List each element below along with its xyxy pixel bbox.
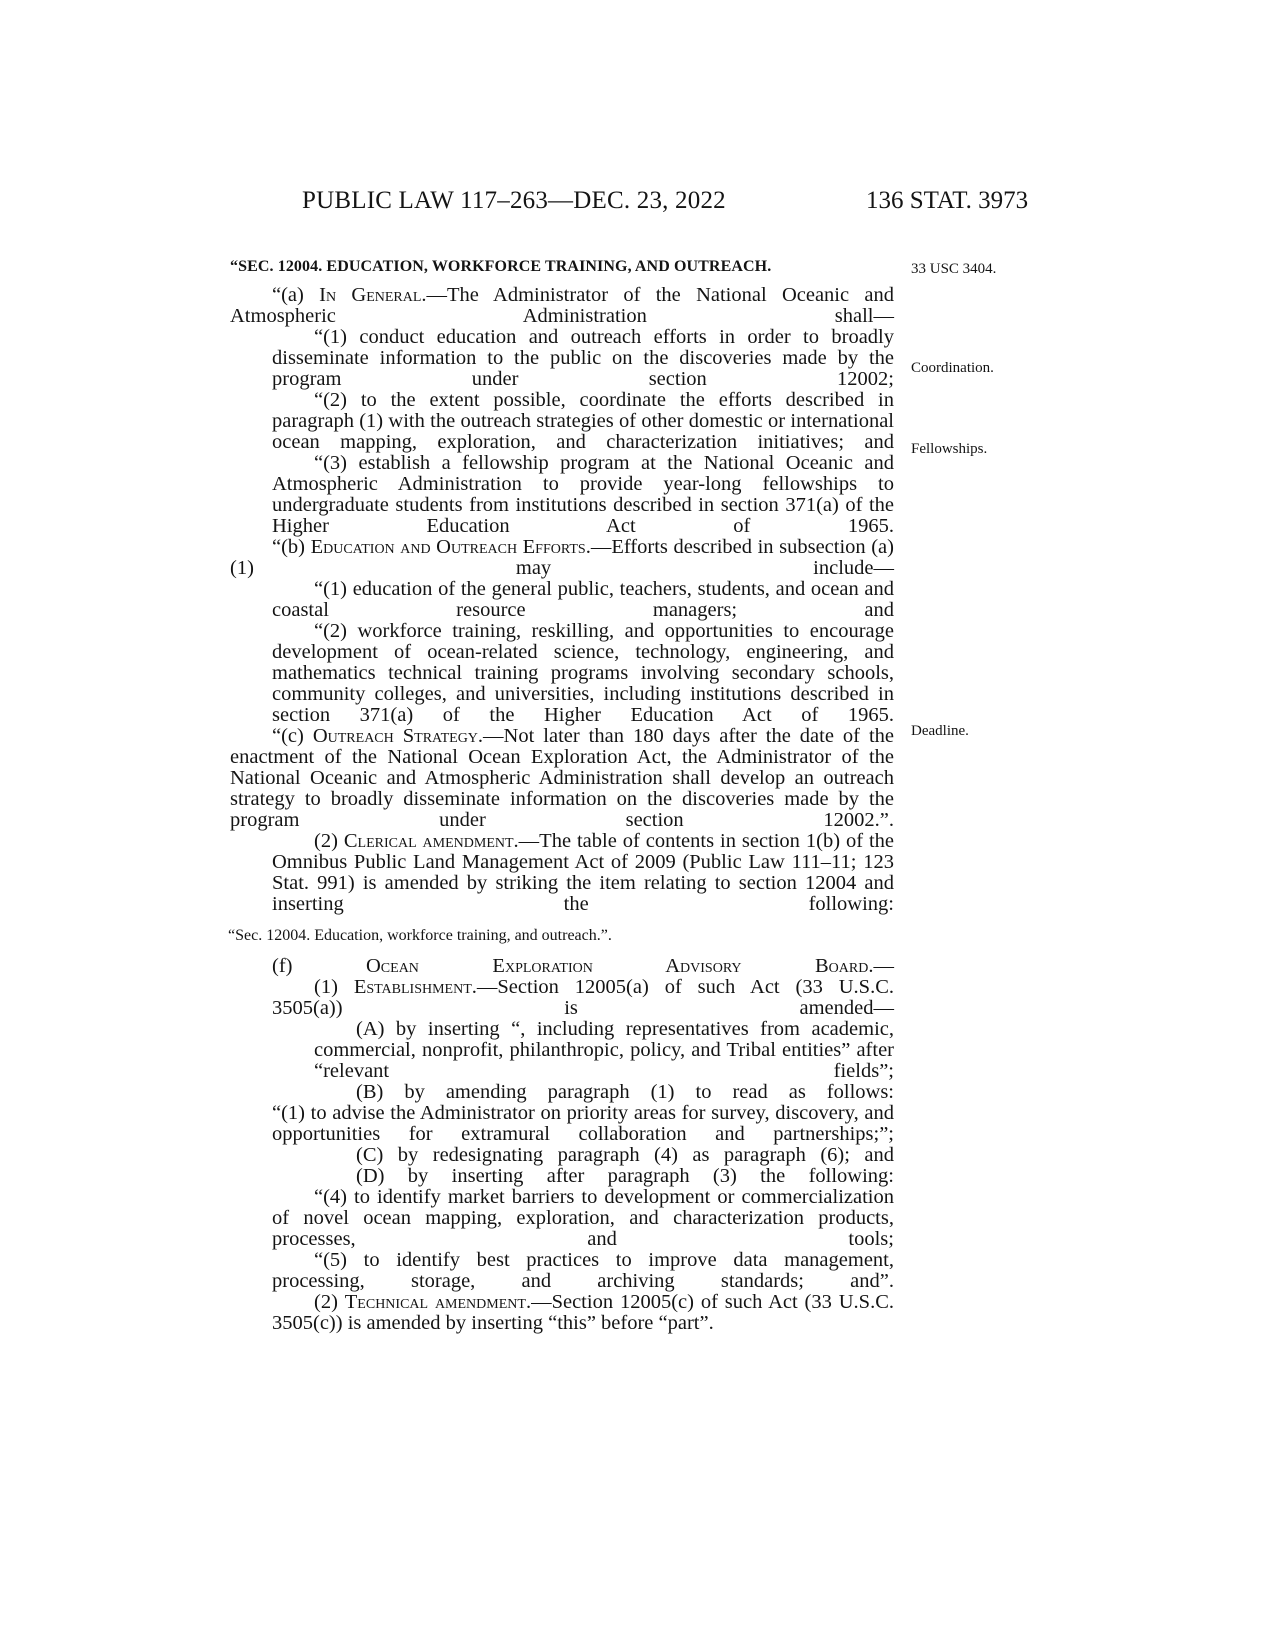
paragraph-f2: (2) Technical amendment.—Section 12005(c) of such Act (33 U.S.C. 3505(c)) is amended by inserting “this” before “part”. [272, 1291, 894, 1334]
margin-note-fellowships: Fellowships. [911, 441, 988, 457]
subparagraph-fC: (C) by redesignating paragraph (4) as paragraph (6); and [356, 1144, 894, 1166]
subparagraph-fB: (B) by amending paragraph (1) to read as follows: [356, 1081, 894, 1103]
section-heading: “SEC. 12004. EDUCATION, WORKFORCE TRAINING, AND OUTREACH. [230, 258, 772, 275]
margin-note-coordination: Coordination. [911, 360, 994, 376]
paragraph-b2: “(2) workforce training, reskilling, and opportunities to encourage development of ocean-related science, technology, engineering, and mathematics technical training programs involving secondary schools, community colleges, and universities, including institutions described in section 371(a) of the Higher Education Act of 1965. [272, 620, 894, 726]
paragraph-f2-heading: Technical amendment [344, 1291, 526, 1313]
subparagraph-fD: (D) by inserting after paragraph (3) the following: [356, 1165, 894, 1187]
subsection-b-heading: Education and Outreach Efforts [310, 536, 586, 558]
paragraph-a3: “(3) establish a fellowship program at the National Oceanic and Atmospheric Administration to provide year-long fellowships to undergraduate students from institutions described in section 371(a) of the Higher Education Act of 1965. [272, 452, 894, 537]
subparagraph-fB-quote: “(1) to advise the Administrator on priority areas for survey, discovery, and opportunities for extramural collaboration and partnerships;”; [272, 1102, 894, 1145]
subsection-c-heading: Outreach Strategy [312, 725, 478, 747]
table-of-contents-item: “Sec. 12004. Education, workforce training, and outreach.”. [228, 927, 612, 944]
quoted-paragraph-5: “(5) to identify best practices to improve data management, processing, storage, and archiving standards; and”. [272, 1249, 894, 1292]
paragraph-f1-heading: Establishment [353, 976, 472, 998]
paragraph-f1: (1) Establishment.—Section 12005(a) of such Act (33 U.S.C. 3505(a)) is amended— [272, 976, 894, 1019]
subsection-a-heading: In General [319, 284, 422, 306]
paragraph-a1: “(1) conduct education and outreach efforts in order to broadly disseminate information to the public on the discoveries made by the program under section 12002; [272, 326, 894, 390]
margin-note-deadline: Deadline. [911, 723, 969, 739]
subparagraph-fA: (A) by inserting “, including representatives from academic, commercial, nonprofit, philanthropic, policy, and Tribal entities” after “relevant fields”; [314, 1018, 894, 1082]
clerical-amendment-heading: Clerical amendment [343, 830, 514, 852]
subsection-a: “(a) In General.—The Administrator of the National Oceanic and Atmospheric Administration shall— [230, 284, 894, 327]
margin-note-citation: 33 USC 3404. [911, 261, 997, 277]
running-head-title: PUBLIC LAW 117–263—DEC. 23, 2022 [302, 187, 726, 214]
paragraph-a2: “(2) to the extent possible, coordinate the efforts described in paragraph (1) with the outreach strategies of other domestic or international ocean mapping, exploration, and characterization initiatives; and [272, 389, 894, 453]
subsection-f: (f) Ocean Exploration Advisory Board.— [272, 955, 894, 977]
subsection-b: “(b) Education and Outreach Efforts.—Efforts described in subsection (a)(1) may include— [230, 536, 894, 579]
clerical-amendment: (2) Clerical amendment.—The table of contents in section 1(b) of the Omnibus Public Land Management Act of 2009 (Public Law 111–11; 123 Stat. 991) is amended by striking the item relating to section 12004 and inserting the following: [272, 830, 894, 915]
body-text [230, 256, 894, 1334]
subsection-c: “(c) Outreach Strategy.—Not later than 180 days after the date of the enactment of the National Ocean Exploration Act, the Administrator of the National Oceanic and Atmospheric Administration shall develop an outreach strategy to broadly disseminate information on the discoveries made by the program under section 12002.”. [230, 725, 894, 831]
paragraph-b1: “(1) education of the general public, teachers, students, and ocean and coastal resource managers; and [272, 578, 894, 621]
subsection-f-heading: Ocean Exploration Advisory Board [366, 955, 869, 977]
quoted-paragraph-4: “(4) to identify market barriers to development or commercialization of novel ocean mapping, exploration, and characterization products, processes, and tools; [272, 1186, 894, 1250]
running-head-stat-page: 136 STAT. 3973 [866, 187, 1029, 214]
